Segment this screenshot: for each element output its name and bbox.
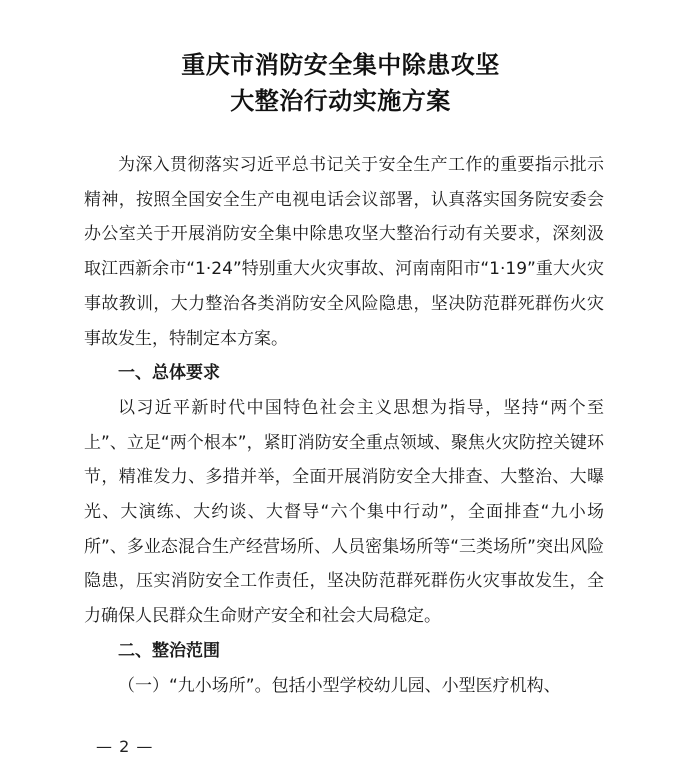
- section-2-item-1: （一）“九小场所”。包括小型学校幼儿园、小型医疗机构、: [118, 675, 561, 696]
- document-body: [84, 148, 604, 703]
- section-2-heading: 二、整治范围: [118, 640, 220, 661]
- document-title-line-2: 大整治行动实施方案: [230, 86, 451, 115]
- section-1-paragraph: 以习近平新时代中国特色社会主义思想为指导，坚持“两个至上”、立足“两个根本”，紧盯消防安全重点领域、聚焦火灾防控关键环节，精准发力、多措并举，全面开展消防安全大排查、大整治、大曝光、大演练、大约谈、大督导“六个集中行动”，全面排查“九小场所”、多业态混合生产经营场所、人员密集场所等“三类场所”突出风险隐患，压实消防安全工作责任，坚决防范群死群伤火灾事故发生，全力确保人民群众生命财产安全和社会大局稳定。: [84, 397, 604, 627]
- intro-paragraph: 为深入贯彻落实习近平总书记关于安全生产工作的重要指示批示精神，按照全国安全生产电视电话会议部署，认真落实国务院安委会办公室关于开展消防安全集中除患攻坚大整治行动有关要求，深刻汲取江西新余市“1·24”特别重大火灾事故、河南南阳市“1·19”重大火灾事故教训，大力整治各类消防安全风险隐患，坚决防范群死群伤火灾事故发生，特制定本方案。: [84, 155, 604, 349]
- page-number: — 2 —: [96, 737, 154, 756]
- section-1-heading: 一、总体要求: [118, 363, 220, 384]
- document-title-line-1: 重庆市消防安全集中除患攻坚: [181, 50, 500, 79]
